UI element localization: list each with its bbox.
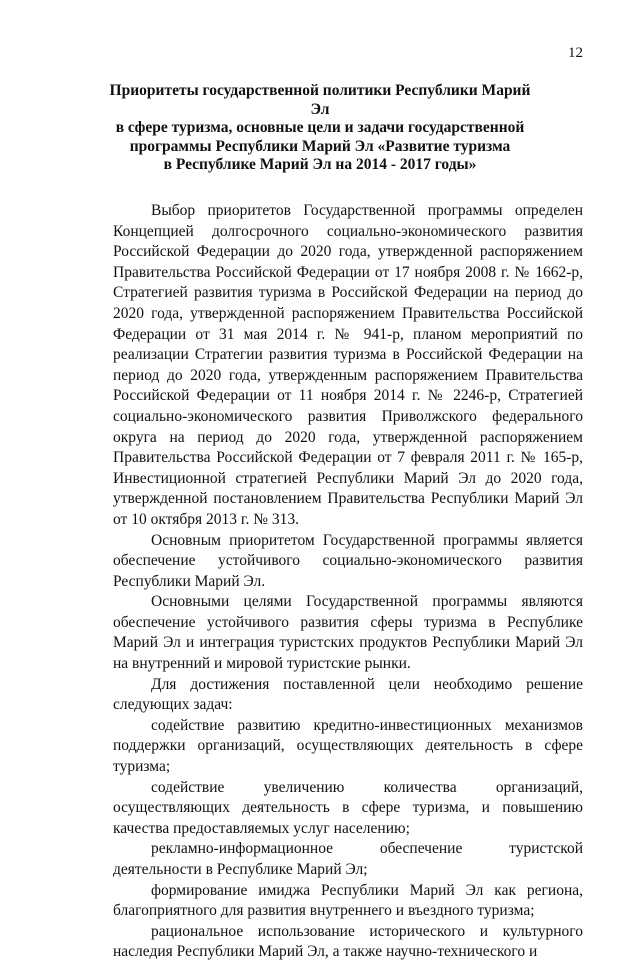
title-line: программы Республики Марий Эл «Развитие туризма	[129, 137, 511, 155]
section-title	[100, 82, 540, 175]
list-item: рекламно-информационное обеспечение туристской деятельности в Республике Марий Эл;	[113, 840, 583, 878]
paragraph: Основным приоритетом Государственной программы является обеспечение устойчивого социально-экономического развития Республики Марий Эл.	[113, 531, 583, 590]
title-line: в Республике Марий Эл на 2014 - 2017 годы»	[163, 156, 477, 173]
title-line: Приоритеты государственной политики Республики Марий Эл	[109, 82, 531, 118]
body-text	[113, 201, 583, 963]
paragraph: Выбор приоритетов Государственной программы определен Концепцией долгосрочного социально-экономического развития Российской Федерации до 2020 года, утвержденной распоряжением Правительства Российской Федерации от 17 ноября 2008 г. № 1662-р, Стратегией развития туризма в Российской Федерации на период до 2020 года, утвержденной распоряжением Правительства Российской Федерации от 31 мая 2014 г. № 941-р, планом мероприятий по реализации Стратегии развития туризма в Российской Федерации на период до 2020 года, утвержденным распоряжением Правительства Российской Федерации от 11 ноября 2014 г. № 2246-р, Стратегией социально-экономического развития Приволжского федерального округа на период до 2020 года, утвержденной распоряжением Правительства Российской Федерации от 7 февраля 2011 г. № 165-р, Инвестиционной стратегией Республики Марий Эл до 2020 года, утвержденной постановлением Правительства Республики Марий Эл от 10 октября 2013 г. № 313.	[113, 202, 583, 528]
page-number: 12	[568, 45, 583, 61]
list-item: рациональное использование исторического и культурного наследия Республики Марий Эл, а также научно-технического и	[113, 922, 583, 961]
paragraph: Для достижения поставленной цели необходимо решение следующих задач:	[113, 675, 583, 714]
title-line: в сфере туризма, основные цели и задачи государственной	[115, 119, 525, 136]
paragraph: Основными целями Государственной программы являются обеспечение устойчивого развития сферы туризма в Республике Марий Эл и интеграция туристских продуктов Республики Марий Эл на внутренний и мировой туристские рынки.	[113, 593, 583, 673]
list-item: формирование имиджа Республики Марий Эл как региона, благоприятного для развития внутреннего и въездного туризма;	[113, 881, 583, 920]
list-item: содействие развитию кредитно-инвестиционных механизмов поддержки организаций, осуществляющих деятельность в сфере туризма;	[113, 716, 583, 776]
list-item: содействие увеличению количества организаций, осуществляющих деятельность в сфере туризма, и повышению качества предоставляемых услуг населению;	[113, 778, 583, 837]
